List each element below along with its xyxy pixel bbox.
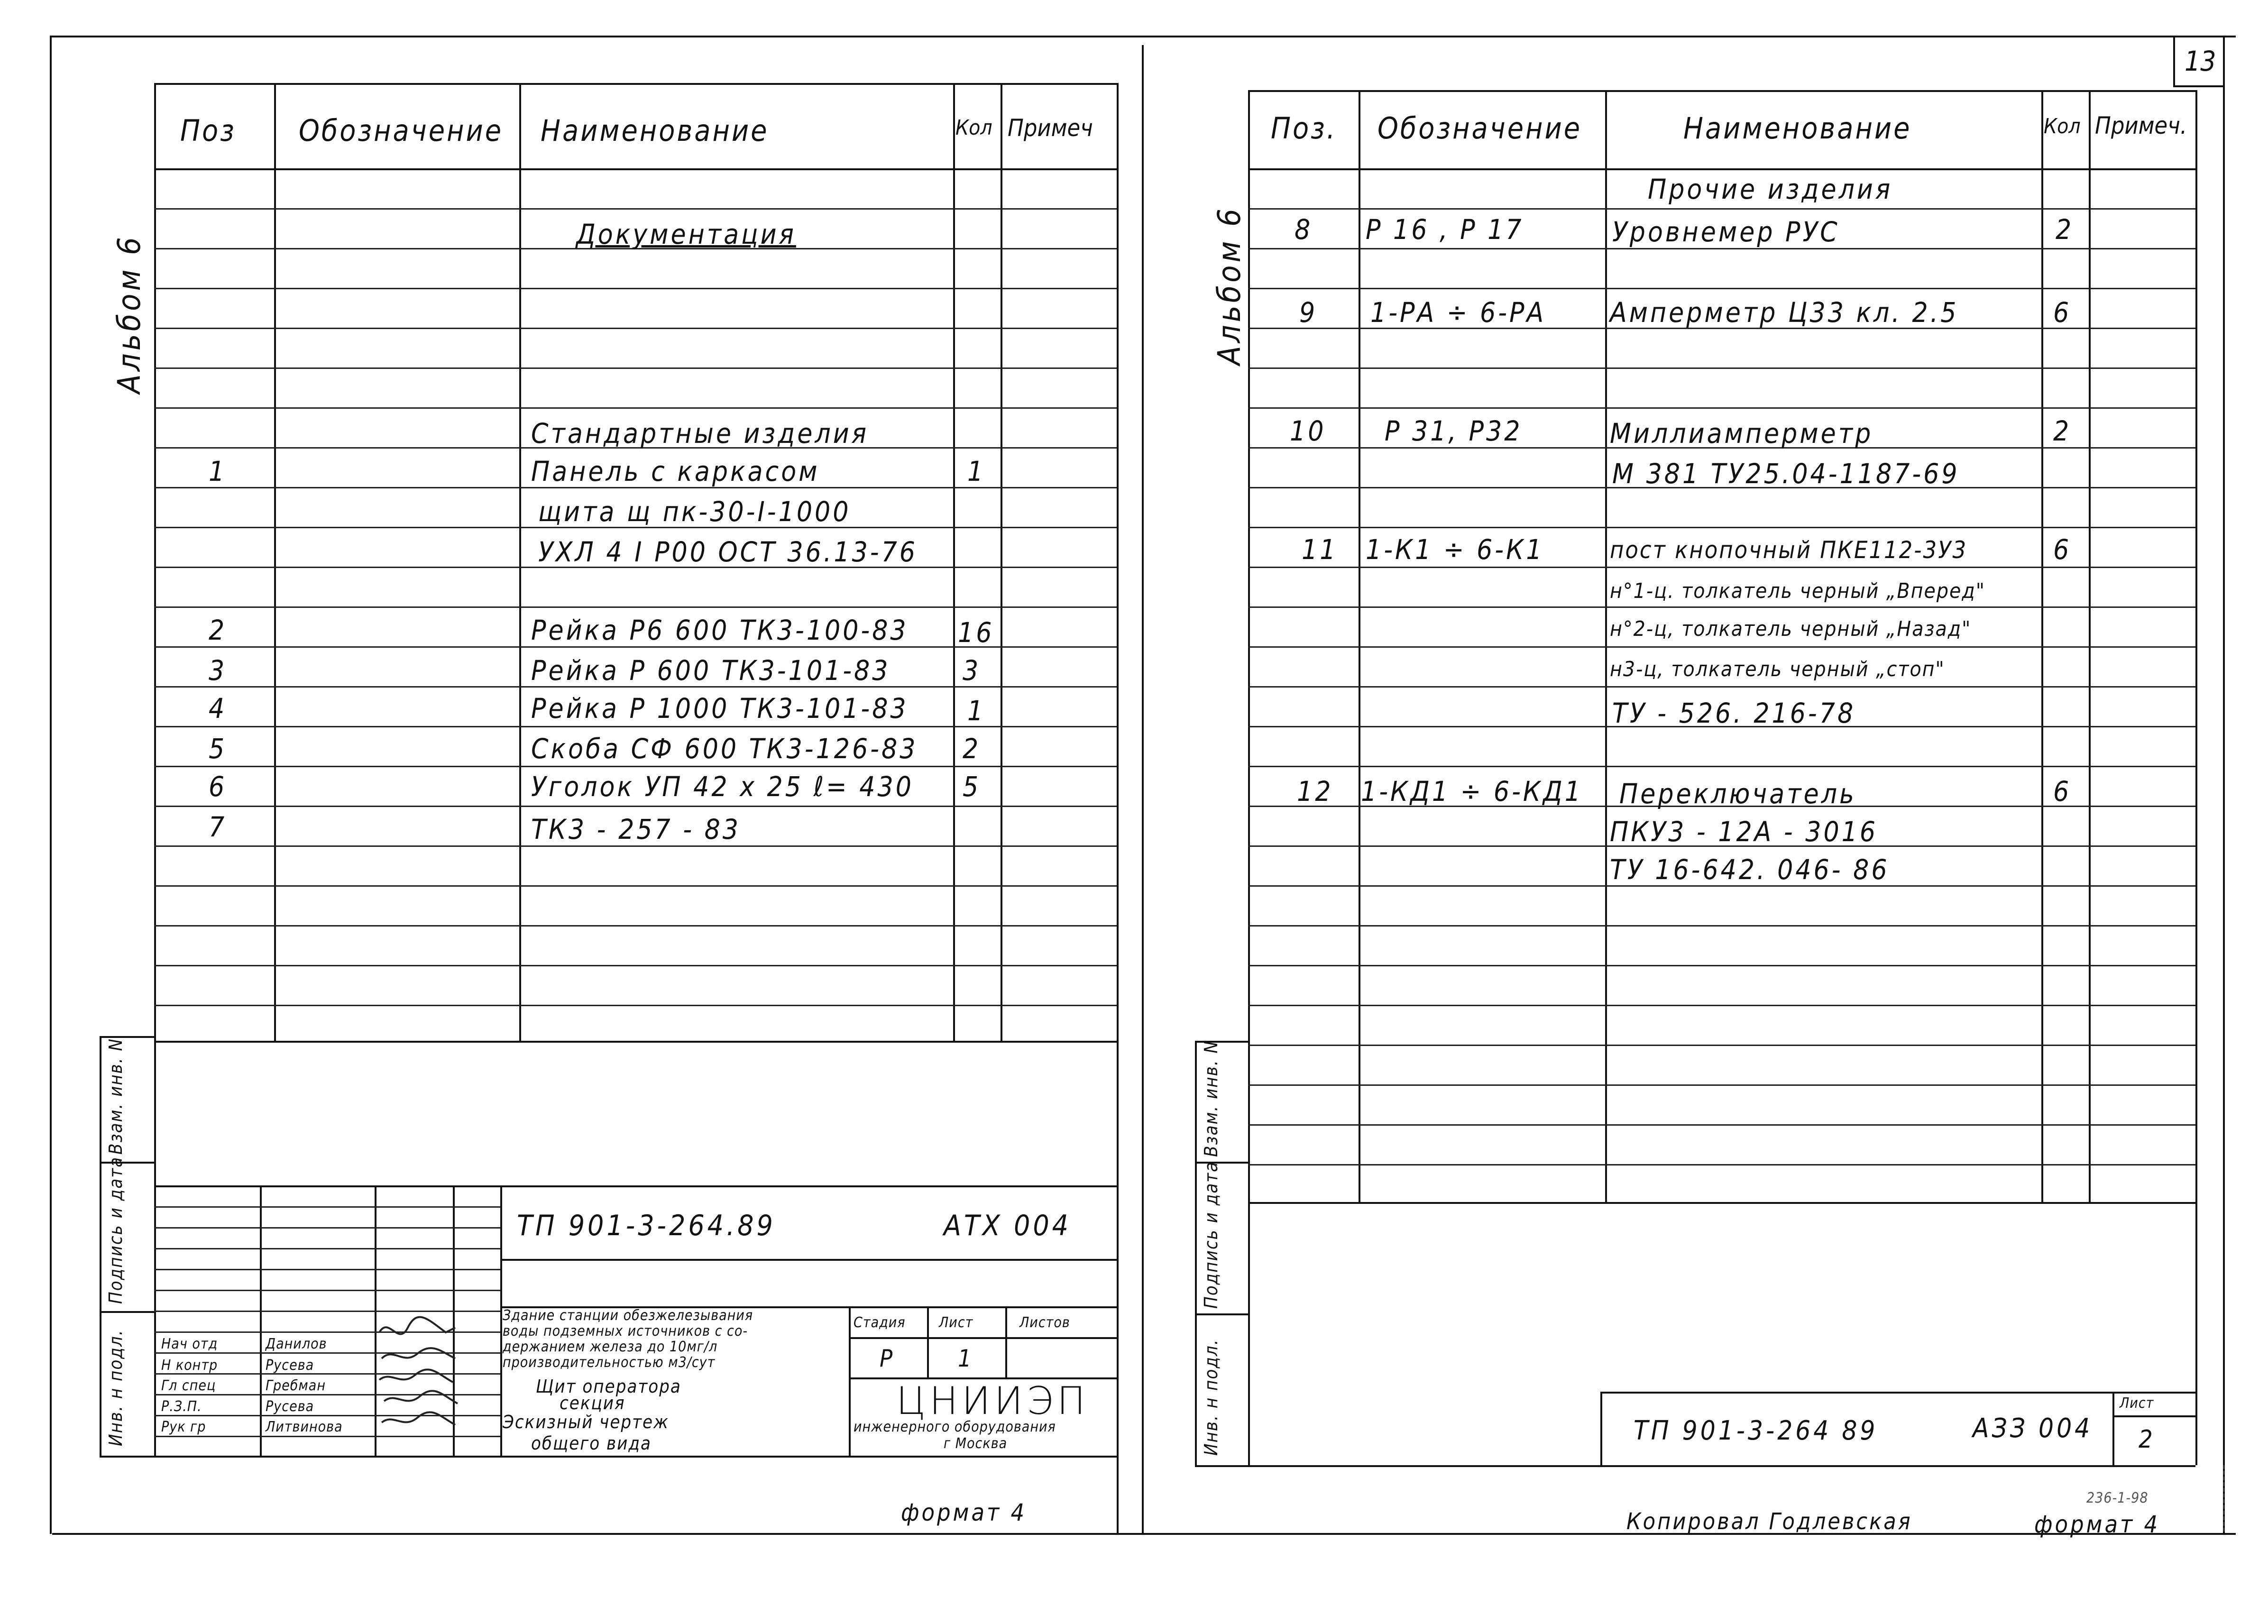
row-pos: 8 [1295, 213, 1313, 246]
row-qty: 5 [963, 771, 981, 803]
table-row-line [154, 766, 1117, 767]
row-pos: 3 [209, 654, 227, 687]
table-row-line [1248, 1084, 2195, 1086]
role: Рук гр [161, 1419, 206, 1435]
table-row-line [154, 367, 1117, 369]
row-qty: 6 [2053, 296, 2072, 329]
table-row-line [1248, 925, 2195, 927]
doc-suffix: АТХ 004 [944, 1209, 1071, 1242]
row-name: Скоба СФ 600 ТК3-126-83 [531, 733, 918, 765]
header-note: Примеч [1008, 114, 1093, 142]
row-pos: 9 [1299, 296, 1318, 329]
table-row-line [1248, 1124, 2195, 1126]
stage-value: Р [880, 1345, 893, 1372]
row-qty: 2 [963, 733, 981, 765]
role: Нач отд [161, 1336, 218, 1352]
org-city: г Москва [944, 1435, 1008, 1452]
person: Литвинова [266, 1419, 343, 1435]
header-designation: Обозначение [1377, 111, 1582, 146]
row-qty: 2 [2056, 213, 2074, 246]
row-designation: 1-К1 ÷ 6-К1 [1366, 533, 1544, 566]
table-row-line [1248, 965, 2195, 966]
signature-row-line [154, 1206, 500, 1208]
row-name: ТУ - 526. 216-78 [1612, 697, 1856, 729]
section-documentation: Документация [576, 218, 796, 250]
table-row-line [1248, 1005, 2195, 1006]
header-note: Примеч. [2095, 112, 2187, 139]
row-name: Уголок УП 42 х 25 ℓ= 430 [531, 771, 914, 803]
row-pos: 2 [209, 614, 227, 646]
drawing-title: Щит оператора [536, 1376, 681, 1397]
row-name: Рейка Р 600 ТК3-101-83 [531, 654, 891, 687]
row-pos: 12 [1297, 775, 1333, 807]
stamp-sign-date: Подпись и дата [1201, 1161, 1221, 1309]
table-row-line [154, 925, 1117, 927]
table-row-line [1248, 646, 2195, 648]
table-row-line [154, 1005, 1117, 1006]
sheets-label: Листов [1019, 1314, 1070, 1331]
header-name: Наименование [1683, 111, 1912, 146]
row-pos: 10 [1290, 415, 1326, 447]
person: Данилов [266, 1336, 327, 1352]
table-row-line [154, 407, 1117, 409]
table-row-line [1248, 1045, 2195, 1046]
signature-row-line [154, 1290, 500, 1291]
row-designation: 1-РА ÷ 6-РА [1370, 296, 1546, 329]
row-designation: Р 16 , Р 17 [1366, 213, 1524, 246]
row-name: ТУ 16-642. 046- 86 [1610, 853, 1890, 886]
description-line: держанием железа до 10мг/л [503, 1339, 718, 1355]
table-row-line [1248, 248, 2195, 249]
header-designation: Обозначение [299, 113, 504, 148]
table-row-line [154, 806, 1117, 807]
row-pos: 7 [209, 811, 227, 843]
table-row-line [1248, 567, 2195, 568]
row-name: н°1-ц. толкатель черный „Вперед" [1610, 579, 1985, 603]
table-row-line [1248, 367, 2195, 369]
row-qty: 1 [967, 455, 986, 487]
row-pos: 1 [209, 455, 227, 487]
signature-row-line [154, 1311, 500, 1312]
table-row-line [154, 288, 1117, 289]
sheet-value: 2 [2139, 1425, 2153, 1454]
table-row-line [1248, 686, 2195, 688]
table-row-line [1248, 527, 2195, 528]
row-name: н3-ц, толкатель черный „стоп" [1610, 657, 1945, 681]
row-pos: 6 [209, 771, 227, 803]
table-row-line [1248, 606, 2195, 608]
section-standard: Стандартные изделия [531, 417, 869, 450]
row-name: пост кнопочный ПКЕ112-3У3 [1610, 536, 1968, 564]
row-name: Уровнемер РУС [1612, 216, 1840, 248]
stamp-inv-orig: Инв. н подл. [105, 1329, 126, 1446]
table-row-line [154, 328, 1117, 329]
header-pos: Поз. [1271, 111, 1337, 146]
description-line: воды подземных источников с со- [503, 1323, 748, 1340]
org-sub: инженерного оборудования [854, 1419, 1056, 1435]
description-line: Здание станции обезжелезывания [503, 1307, 753, 1324]
table-row-line [1248, 1164, 2195, 1165]
drawing-title: Эскизный чертеж [503, 1412, 669, 1432]
table-row-line [1248, 288, 2195, 289]
row-name: Миллиамперметр [1610, 417, 1873, 450]
sheet-value: 1 [958, 1345, 972, 1372]
row-qty: 3 [963, 654, 981, 687]
row-qty: 2 [2053, 415, 2072, 447]
row-name: н°2-ц, толкатель черный „Назад" [1610, 617, 1972, 641]
sheet-label: Лист [2120, 1395, 2154, 1412]
stamp-inv-repl: Взам. инв. N [1201, 1040, 1221, 1157]
code-corner: 236-1-98 [2086, 1490, 2149, 1506]
table-row-line [154, 606, 1117, 608]
row-designation: Р 31, Р32 [1385, 415, 1523, 447]
row-designation: 1-КД1 ÷ 6-КД1 [1361, 775, 1583, 807]
row-name: ПКУ3 - 12А - 3016 [1610, 816, 1878, 848]
description-line: производительностью м3/сут [503, 1354, 716, 1371]
row-name: УХЛ 4 I Р00 ОСТ 36.13-76 [538, 536, 918, 568]
page-number-box [2173, 36, 2225, 87]
org-name: ЦНИИЭП [896, 1379, 1090, 1423]
header-qty: Кол [2044, 114, 2081, 138]
row-name: щита щ пк-30-I-1000 [538, 495, 851, 528]
role: Р.З.П. [161, 1398, 202, 1415]
row-name: ТК3 - 257 - 83 [531, 813, 741, 845]
page-number: 13 [2185, 45, 2216, 77]
role: Н контр [161, 1357, 218, 1374]
table-row-line [1248, 208, 2195, 210]
row-pos: 11 [1302, 533, 1338, 566]
role: Гл спец [161, 1377, 216, 1394]
stamp-inv-repl: Взам. инв. N [105, 1037, 126, 1155]
table-row-line [1248, 407, 2195, 409]
person: Русева [266, 1398, 314, 1415]
format-label: формат 4 [2034, 1511, 2160, 1538]
table-row-line [154, 885, 1117, 887]
signature-row-line [154, 1248, 500, 1249]
table-row-line [154, 845, 1117, 847]
signature-row-line [154, 1227, 500, 1229]
header-pos: Поз [180, 113, 236, 148]
row-name: Панель с каркасом [531, 455, 820, 487]
stamp-sign-date: Подпись и дата [105, 1156, 126, 1304]
table-row-line [1248, 766, 2195, 767]
row-qty: 6 [2053, 533, 2072, 566]
person: Русева [266, 1357, 314, 1374]
album-label: Альбом 6 [1211, 206, 1248, 365]
person: Гребман [266, 1377, 326, 1394]
drawing-title: общего вида [531, 1433, 652, 1454]
doc-suffix: АЗЗ 004 [1973, 1413, 2093, 1444]
row-qty: 6 [2053, 775, 2072, 807]
doc-code: ТП 901-3-264 89 [1634, 1415, 1878, 1446]
signature-row-line [154, 1269, 500, 1270]
row-name: М 381 ТУ25.04-1187-69 [1612, 458, 1960, 490]
copied-by: Копировал Годлевская [1626, 1508, 1912, 1535]
section-other: Прочие изделия [1648, 173, 1893, 205]
row-pos: 4 [209, 692, 227, 725]
stamp-inv-orig: Инв. н подл. [1201, 1339, 1221, 1456]
row-pos: 5 [209, 733, 227, 765]
stage-label: Стадия [854, 1314, 906, 1331]
row-name: Амперметр Ц33 кл. 2.5 [1610, 296, 1959, 329]
row-name: Рейка Р6 600 ТК3-100-83 [531, 614, 909, 646]
row-name: Рейка Р 1000 ТК3-101-83 [531, 692, 909, 725]
row-qty: 16 [958, 616, 994, 649]
header-qty: Кол [955, 116, 992, 140]
signature-scribbles [375, 1313, 465, 1456]
format-label: формат 4 [901, 1499, 1027, 1526]
table-row-line [154, 965, 1117, 966]
sheet-label: Лист [939, 1314, 973, 1331]
album-label: Альбом 6 [111, 234, 147, 394]
doc-code: ТП 901-3-264.89 [517, 1209, 776, 1242]
table-row-line [154, 208, 1117, 210]
header-name: Наименование [541, 113, 769, 148]
drawing-title: секция [560, 1393, 625, 1413]
row-name: Переключатель [1619, 778, 1856, 810]
row-qty: 1 [967, 695, 986, 727]
